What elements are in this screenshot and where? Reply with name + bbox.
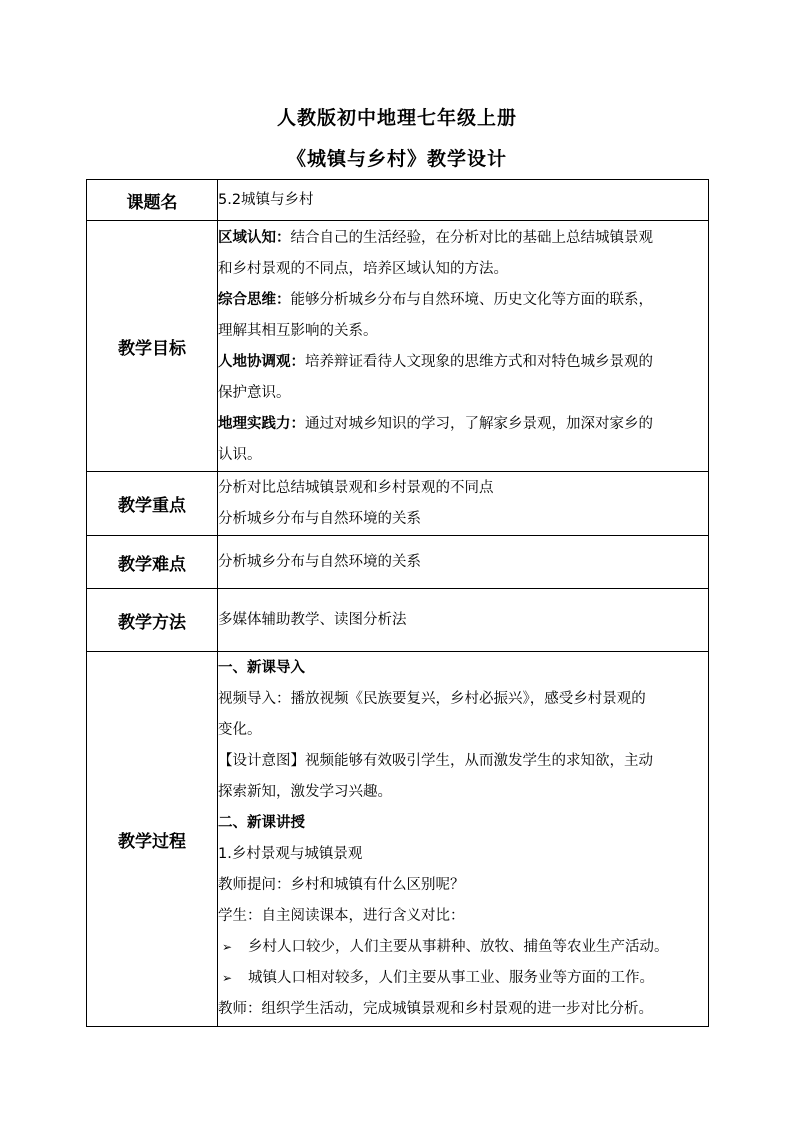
design-intent-line: 【设计意图】视频能够有效吸引学生，从而激发学生的求知欲，主动 bbox=[218, 753, 653, 769]
goal-heading: 人地协调观： bbox=[218, 353, 305, 370]
goal-text-cont: 保护意识。 bbox=[218, 384, 291, 401]
goal-text: 能够分析城乡分布与自然环境、历史文化等方面的联系， bbox=[290, 291, 653, 308]
subsection-heading: 1.乡村景观与城镇景观 bbox=[218, 846, 363, 862]
goal-heading: 综合思维： bbox=[218, 291, 291, 308]
goals-label: 教学目标 bbox=[87, 221, 218, 472]
goal-item bbox=[218, 409, 708, 440]
goals-row bbox=[87, 221, 709, 472]
bullet-text: 乡村人口较少，人们主要从事耕种、放牧、捕鱼等农业生产活动。 bbox=[248, 939, 669, 955]
document-subtitle: 《城镇与乡村》教学设计 bbox=[286, 148, 507, 170]
method-value: 多媒体辅助教学、读图分析法 bbox=[218, 611, 407, 628]
key-points-cell bbox=[218, 472, 709, 536]
lesson-plan-table bbox=[86, 179, 709, 1027]
document-title: 人教版初中地理七年级上册 bbox=[276, 107, 517, 129]
intro-line: 变化。 bbox=[218, 722, 262, 738]
section-heading: 一、新课导入 bbox=[218, 660, 305, 676]
teacher-question: 教师提问：乡村和城镇有什么区别呢？ bbox=[218, 877, 465, 893]
student-activity: 学生：自主阅读课本，进行含义对比： bbox=[218, 908, 465, 924]
section-heading: 二、新课讲授 bbox=[218, 815, 305, 831]
key-point-line: 分析对比总结城镇景观和乡村景观的不同点 bbox=[218, 479, 494, 496]
topic-row bbox=[87, 180, 709, 221]
topic-label: 课题名 bbox=[87, 180, 218, 221]
key-points-row bbox=[87, 472, 709, 536]
goal-text-cont: 理解其相互影响的关系。 bbox=[218, 322, 378, 339]
difficulty-value: 分析城乡分布与自然环境的关系 bbox=[218, 553, 421, 570]
arrow-bullet-icon: ➢ bbox=[222, 940, 233, 954]
goal-item bbox=[218, 223, 708, 254]
process-cell bbox=[218, 652, 709, 1027]
difficulty-row bbox=[87, 536, 709, 589]
goal-heading: 区域认知： bbox=[218, 229, 291, 246]
design-intent-line: 探索新知，激发学习兴趣。 bbox=[218, 784, 392, 800]
method-cell bbox=[218, 589, 709, 652]
method-row bbox=[87, 589, 709, 652]
goal-text: 结合自己的生活经验，在分析对比的基础上总结城镇景观 bbox=[290, 229, 653, 246]
difficulty-cell bbox=[218, 536, 709, 589]
process-row bbox=[87, 652, 709, 1027]
teacher-activity: 教师：组织学生活动，完成城镇景观和乡村景观的进一步对比分析。 bbox=[218, 1001, 653, 1017]
key-points-label: 教学重点 bbox=[87, 472, 218, 536]
goal-text-cont: 认识。 bbox=[218, 446, 262, 463]
bullet-item bbox=[218, 963, 708, 994]
goal-text-cont: 和乡村景观的不同点，培养区域认知的方法。 bbox=[218, 260, 508, 277]
goal-item bbox=[218, 285, 708, 316]
intro-line: 视频导入：播放视频《民族要复兴，乡村必振兴》，感受乡村景观的 bbox=[218, 691, 646, 707]
bullet-text: 城镇人口相对较多，人们主要从事工业、服务业等方面的工作。 bbox=[248, 970, 654, 986]
goals-cell bbox=[218, 221, 709, 472]
key-point-line: 分析城乡分布与自然环境的关系 bbox=[218, 510, 421, 527]
difficulty-label: 教学难点 bbox=[87, 536, 218, 589]
goal-heading: 地理实践力： bbox=[218, 415, 305, 432]
topic-value: 5.2城镇与乡村 bbox=[218, 192, 314, 208]
topic-cell bbox=[218, 180, 709, 221]
bullet-item bbox=[218, 932, 708, 963]
goal-item bbox=[218, 347, 708, 378]
method-label: 教学方法 bbox=[87, 589, 218, 652]
goal-text: 培养辩证看待人文现象的思维方式和对特色城乡景观的 bbox=[305, 353, 653, 370]
goal-text: 通过对城乡知识的学习，了解家乡景观，加深对家乡的 bbox=[305, 415, 653, 432]
process-label: 教学过程 bbox=[87, 652, 218, 1027]
arrow-bullet-icon: ➢ bbox=[222, 971, 233, 985]
